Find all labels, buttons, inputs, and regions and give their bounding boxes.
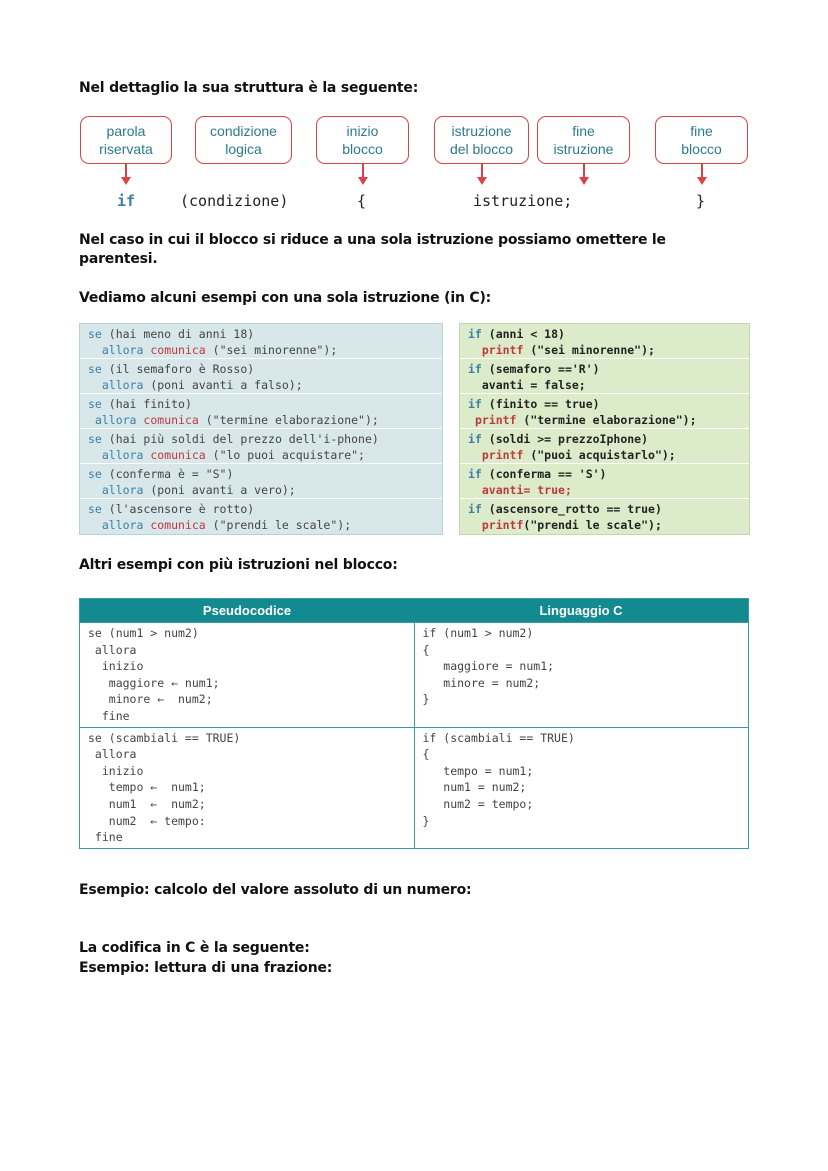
- pseudo-action: ("prendi le scale");: [205, 518, 352, 532]
- c-action: ("termine elaborazione");: [516, 413, 697, 427]
- c-action: ("sei minorenne");: [523, 343, 655, 357]
- table-cell-pseudocode: se (scambiali == TRUE) allora inizio tempo ← num1; num1 ← num2; num2 ← tempo: fine: [80, 727, 415, 848]
- diagram-label: inizio blocco: [342, 123, 383, 157]
- diagram-label: condizione logica: [210, 123, 277, 157]
- table-header-pseudocode: Pseudocodice: [80, 599, 415, 623]
- diagram-label: parola riservata: [99, 123, 153, 157]
- line-frazione: Esempio: lettura di una frazione:: [79, 960, 333, 976]
- c-action: ("puoi acquistarlo");: [523, 448, 676, 462]
- heading-absolute-value: Esempio: calcolo del valore assoluto di un numero:: [79, 882, 472, 898]
- c-cond: (ascensore_rotto == true): [481, 502, 662, 516]
- c-cond: (soldi >= prezzoIphone): [481, 432, 649, 446]
- pseudo-action: ("sei minorenne");: [205, 343, 338, 357]
- c-example-row: if (ascensore_rotto == true) printf("prendi le scale");: [468, 502, 662, 532]
- table-row: [80, 623, 749, 728]
- arrow-line: [125, 164, 127, 178]
- diagram-box-reserved-word: [80, 116, 172, 164]
- diagram-box-statement-end: [537, 116, 630, 164]
- c-action: ("prendi le scale");: [523, 518, 662, 532]
- pseudo-example-row: se (conferma è = "S") allora (poni avanti a vero);: [80, 464, 442, 499]
- arrow-line: [701, 164, 703, 178]
- pseudo-example-row: se (hai meno di anni 18) allora comunica ("sei minorenne");: [80, 324, 442, 359]
- pseudo-action: ("lo puoi acquistare";: [205, 448, 365, 462]
- pseudocode-c-table: [79, 598, 749, 849]
- table-row: [80, 727, 749, 848]
- code-statement: istruzione;: [473, 192, 573, 210]
- code-if: if: [117, 192, 136, 210]
- diagram-box-condition: [195, 116, 292, 164]
- table-header-c: Linguaggio C: [414, 599, 749, 623]
- pseudo-cond: (hai meno di anni 18): [101, 327, 255, 341]
- c-example-row: if (finito == true) printf ("termine elaborazione");: [460, 394, 749, 429]
- paragraph-single-statement: Nel caso in cui il blocco si riduce a una sola istruzione possiamo omettere le parentesi.: [79, 232, 666, 267]
- pseudo-cond: (hai finito): [101, 397, 192, 411]
- pseudocode-examples: [79, 323, 443, 535]
- diagram-box-block-statement: [434, 116, 529, 164]
- code-close-brace: }: [696, 192, 706, 210]
- c-example-row: if (conferma == 'S') avanti= true;: [460, 464, 749, 499]
- c-action: avanti= true;: [481, 483, 572, 497]
- pseudo-example-row: se (il semaforo è Rosso) allora (poni avanti a falso);: [80, 359, 442, 394]
- pseudo-example-row: se (l'ascensore è rotto) allora comunica ("prendi le scale");: [88, 502, 352, 532]
- pseudo-cond: (il semaforo è Rosso): [101, 362, 255, 376]
- pseudo-cond: (hai più soldi del prezzo dell'i-phone): [101, 432, 379, 446]
- diagram-box-block-start: [316, 116, 409, 164]
- c-example-row: if (semaforo =='R') avanti = false;: [460, 359, 749, 394]
- pseudo-cond: (l'ascensore è rotto): [101, 502, 255, 516]
- c-example-row: if (soldi >= prezzoIphone) printf ("puoi acquistarlo");: [460, 429, 749, 464]
- pseudo-action: ("termine elaborazione");: [198, 413, 379, 427]
- c-cond: (anni < 18): [481, 327, 565, 341]
- c-cond: (semaforo =='R'): [481, 362, 600, 376]
- arrow-line: [362, 164, 364, 178]
- c-action: avanti = false;: [481, 378, 586, 392]
- table-cell-c: if (num1 > num2) { maggiore = num1; minore = num2; }: [414, 623, 749, 728]
- c-cond: (conferma == 'S'): [481, 467, 607, 481]
- pseudo-action: (poni avanti a falso);: [143, 378, 303, 392]
- pseudo-action: (poni avanti a vero);: [143, 483, 296, 497]
- arrow-down-icon: [579, 177, 589, 185]
- arrow-down-icon: [477, 177, 487, 185]
- pseudo-example-row: se (hai finito) allora comunica ("termine elaborazione");: [80, 394, 442, 429]
- code-open-brace: {: [357, 192, 367, 210]
- arrow-down-icon: [358, 177, 368, 185]
- table-cell-pseudocode: se (num1 > num2) allora inizio maggiore ← num1; minore ← num2; fine: [80, 623, 415, 728]
- c-examples: [459, 323, 750, 535]
- arrow-down-icon: [121, 177, 131, 185]
- c-example-row: if (anni < 18) printf ("sei minorenne");: [460, 324, 749, 359]
- diagram-label: istruzione del blocco: [449, 123, 514, 157]
- arrow-line: [481, 164, 483, 178]
- table-cell-c: if (scambiali == TRUE) { tempo = num1; num1 = num2; num2 = tempo; }: [414, 727, 749, 848]
- heading-examples: Vediamo alcuni esempi con una sola istruzione (in C):: [79, 290, 492, 306]
- arrow-down-icon: [697, 177, 707, 185]
- heading-structure: Nel dettaglio la sua struttura è la seguente:: [79, 80, 419, 96]
- c-cond: (finito == true): [481, 397, 600, 411]
- pseudo-cond: (conferma è = "S"): [101, 467, 234, 481]
- heading-more-examples: Altri esempi con più istruzioni nel blocco:: [79, 557, 398, 573]
- code-condition: (condizione): [180, 192, 289, 210]
- diagram-box-block-end: [655, 116, 748, 164]
- table-header-row: [80, 599, 749, 623]
- diagram-label: fine blocco: [681, 123, 722, 157]
- line-codifica: La codifica in C è la seguente:: [79, 940, 310, 956]
- diagram-label: fine istruzione: [553, 123, 614, 157]
- arrow-line: [583, 164, 585, 178]
- pseudo-example-row: se (hai più soldi del prezzo dell'i-phone) allora comunica ("lo puoi acquistare";: [80, 429, 442, 464]
